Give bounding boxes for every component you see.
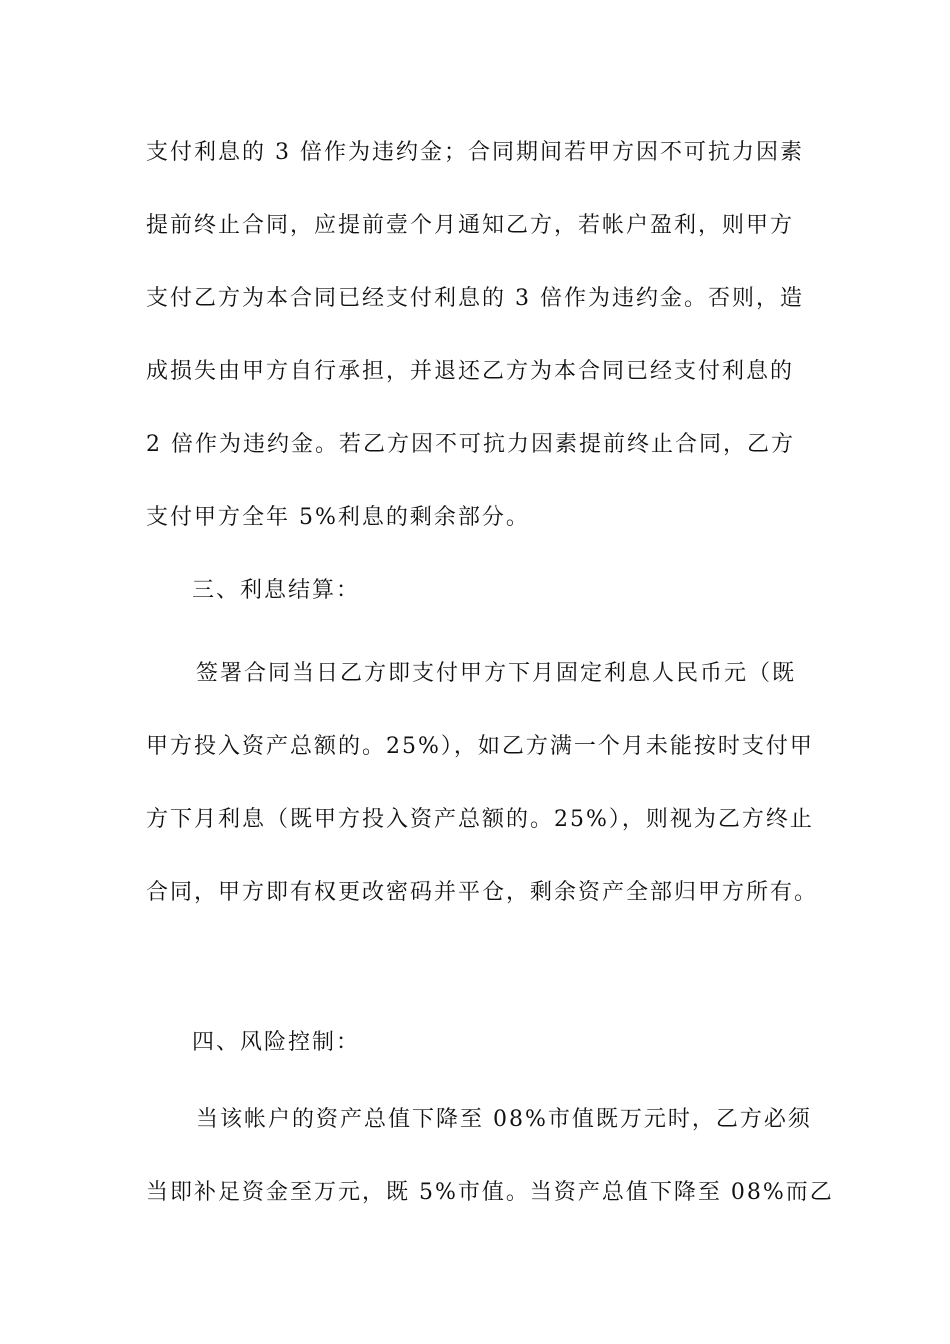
- paragraph-1-line-5: 2 倍作为违约金。若乙方因不可抗力因素提前终止合同，乙方: [146, 432, 795, 457]
- paragraph-1-line-3: 支付乙方为本合同已经支付利息的 3 倍作为违约金。否则，造: [146, 286, 804, 311]
- paragraph-1-line-4: 成损失由甲方自行承担，并退还乙方为本合同已经支付利息的: [146, 359, 795, 384]
- paragraph-1-line-2: 提前终止合同，应提前壹个月通知乙方，若帐户盈利，则甲方: [146, 213, 795, 238]
- paragraph-1-line-6: 支付甲方全年 5%利息的剩余部分。: [146, 505, 530, 530]
- paragraph-3-line-1: 当该帐户的资产总值下降至 08%市值既万元时，乙方必须: [196, 1107, 812, 1132]
- paragraph-2-line-3: 方下月利息（既甲方投入资产总额的。25%），则视为乙方终止: [146, 807, 814, 832]
- section-3-heading: 三、利息结算：: [192, 578, 361, 603]
- paragraph-2-line-2: 甲方投入资产总额的。25%），如乙方满一个月未能按时支付甲: [146, 734, 814, 759]
- paragraph-2-line-1: 签署合同当日乙方即支付甲方下月固定利息人民币元（既: [196, 661, 797, 686]
- paragraph-2-line-4: 合同，甲方即有权更改密码并平仓，剩余资产全部归甲方所有。: [146, 880, 819, 905]
- paragraph-1-line-1: 支付利息的 3 倍作为违约金；合同期间若甲方因不可抗力因素: [146, 140, 804, 165]
- paragraph-3-line-2: 当即补足资金至万元，既 5%市值。当资产总值下降至 08%而乙: [146, 1180, 834, 1205]
- section-4-heading: 四、风险控制：: [192, 1030, 361, 1055]
